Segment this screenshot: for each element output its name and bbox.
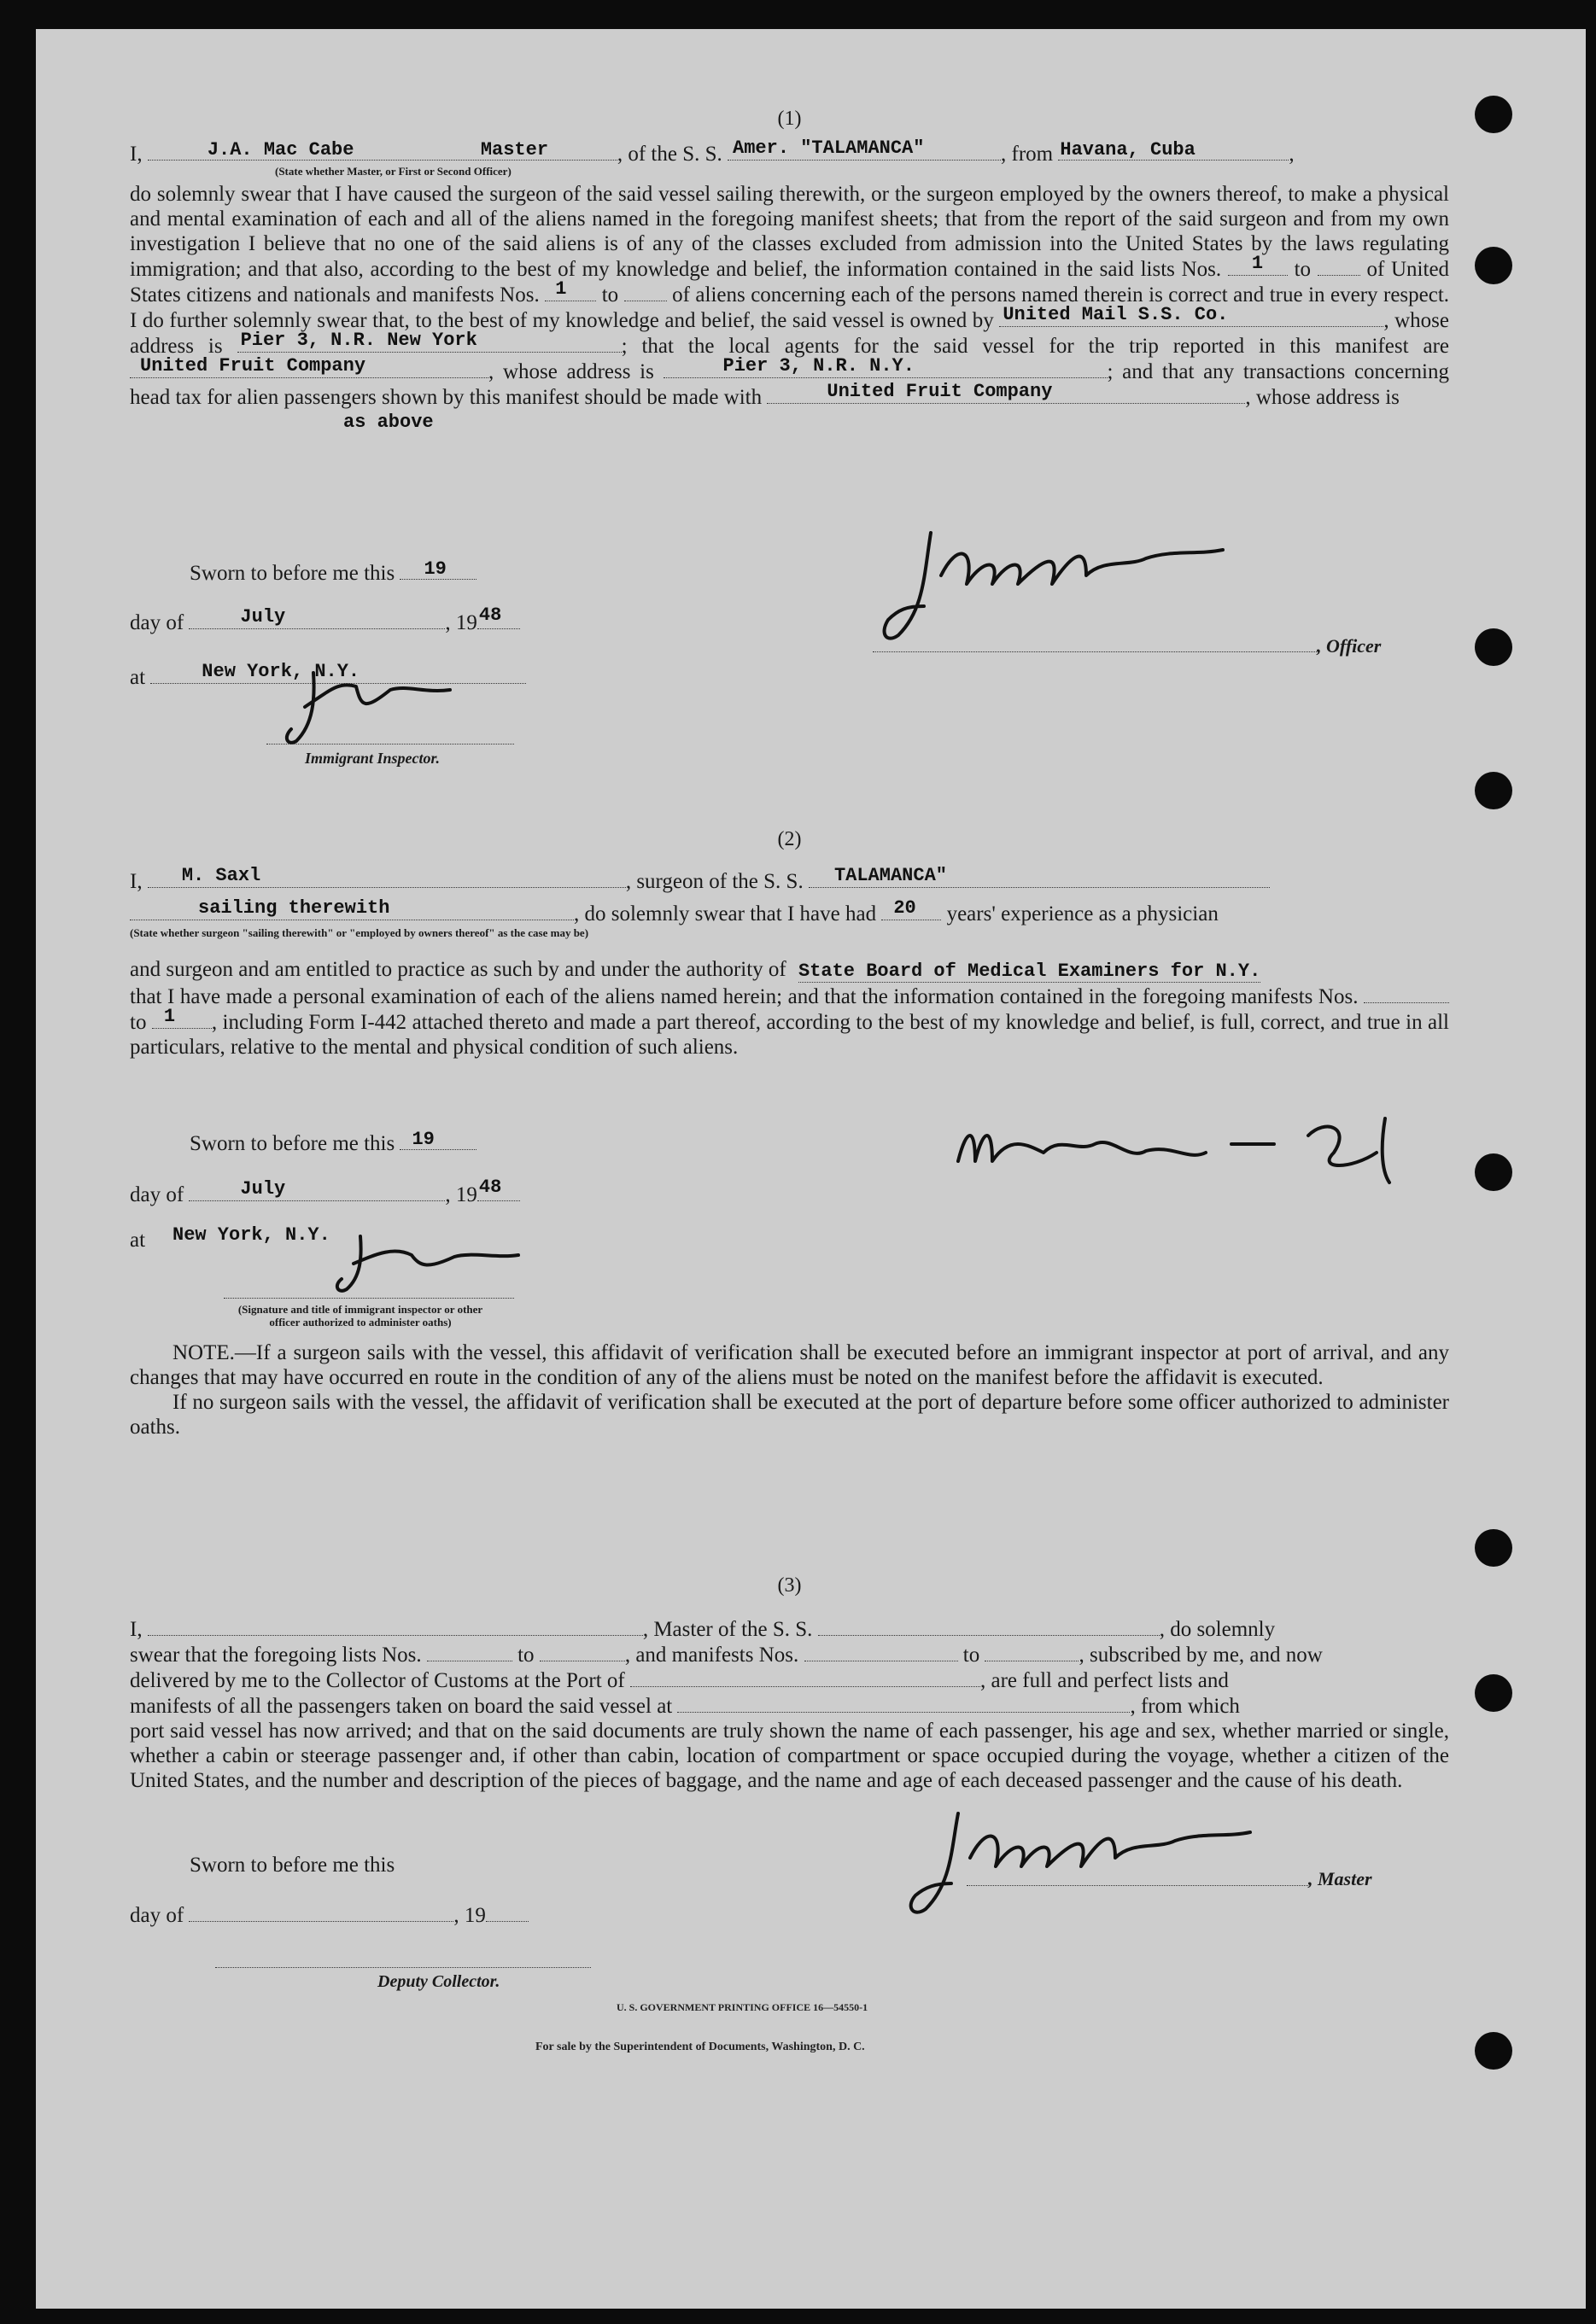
s3-paragraph: port said vessel has now arrived; and that on the said documents are truly shown the name of each passenger, his age and sex, whether married or single, whether a cabin or steerage passenger and, if other than cabin, location of compartment or space occupied during the voyage, whether a citizen of the United States, and the number and description of the pieces of baggage, and the name and age of each deceased passenger and the cause of his death.	[130, 1720, 1449, 1792]
section-1-master-oath	[130, 108, 1450, 767]
binder-hole	[1475, 1153, 1512, 1191]
lists-from: 1	[1251, 253, 1264, 274]
surgeon-paragraph: that I have made a personal examination of each of the aliens named herein; and that the information contained in the foregoing manifests Nos. to 1 , including Form I-442 attached thereto and made a part thereof, according to the best of my knowledge and belief, is full, correct, and true in all particulars, relative to the mental and physical condition of such aliens.	[130, 985, 1449, 1059]
owner-name: United Mail S.S. Co.	[1003, 304, 1229, 325]
headtax-address: as above	[343, 412, 434, 433]
surgeon-manifests-from-field[interactable]	[1364, 984, 1449, 1003]
signature-note-2: (Signature and title of immigrant inspector or other officer authorized to administer oaths)	[237, 1303, 483, 1328]
agents-address: Pier 3, N.R. N.Y.	[722, 355, 915, 377]
place-line-1: at New York, N.Y.	[130, 664, 526, 690]
master-rank: Master	[480, 139, 549, 161]
master-line: I, J.A. Mac Cabe Master , of the S. S. Amer. "TALAMANCA" , from Havana, Cuba ,	[130, 137, 1295, 166]
master-signature-officer	[873, 524, 1231, 652]
place-line-2: at New York, N.Y.	[130, 1224, 330, 1252]
authority: State Board of Medical Examiners for N.Y.	[798, 961, 1261, 982]
s3-lists-from-field[interactable]	[427, 1642, 512, 1661]
s3-vessel-field[interactable]	[818, 1616, 1160, 1636]
vessel-name: Amer. "TALAMANCA"	[733, 137, 925, 159]
binder-hole	[1475, 1674, 1512, 1712]
rank-note: (State whether Master, or First or Second Officer)	[275, 165, 512, 178]
s3-master-name-field[interactable]	[148, 1616, 643, 1636]
binder-hole	[1475, 2032, 1512, 2070]
from-port-field[interactable]	[1058, 141, 1289, 161]
s3-lists-to-field[interactable]	[540, 1642, 625, 1661]
s3-departure-port-field[interactable]	[677, 1693, 1130, 1713]
manifest-page	[36, 29, 1586, 2309]
master-name: J.A. Mac Cabe	[207, 139, 354, 161]
s3-manifests-from-field[interactable]	[804, 1642, 958, 1661]
master-label-3: , Master	[1308, 1868, 1372, 1889]
master-name-field[interactable]	[148, 141, 617, 161]
s3-port-field[interactable]	[630, 1667, 980, 1687]
note-paragraph: NOTE.—If a surgeon sails with the vessel, this affidavit of verification shall be executed before an immigrant inspector at port of arrival, and any changes that may have occurred en route in the condition of any of the aliens must be noted on the manifest before the affidavit is executed. If no surgeon sails with the vessel, the affidavit of verification shall be executed at the port of departure before some officer authorized to administer oaths.	[130, 1341, 1449, 1439]
s3-manifests-to-field[interactable]	[985, 1642, 1079, 1661]
sworn-line-3: Sworn to before me this	[190, 1854, 395, 1877]
section-2-number: (2)	[777, 828, 802, 850]
surgeon-signature	[950, 1110, 1428, 1195]
binder-hole	[1475, 96, 1512, 133]
oath-paragraph: do solemnly swear that I have caused the surgeon of the said vessel sailing therewith, or the surgeon employed by the owners thereof, to make a physical and mental examination of each and all of the aliens named in the foregoing manifest sheets; that from the report of the said surgeon and from my own investigation I believe that no one of the said aliens is of any of the classes excluded from admission into the United States by the laws regulating immigration; and that also, according to the best of my knowledge and belief, the information contained in the said lists Nos. 1 to of United States citizens and nationals and manifests Nos. 1 to of aliens concerning each of the persons named therein is correct and true in every respect. I do further solemnly swear that, to the best of my knowledge and belief, the said vessel is owned by United Mail S.S. Co. , whose address is Pier 3, N.R. New York ; that the local agents for the said vessel for the trip reported in this manifest are United Fruit Company , whose address is Pier 3, N.R. N.Y. ; and that any transactions concerning head tax for alien passengers shown by this manifest should be made with United Fruit Company , whose address is	[130, 183, 1450, 409]
place-1: New York, N.Y.	[202, 661, 360, 682]
lists-to-field[interactable]	[1318, 256, 1360, 276]
experience-line: sailing therewith , do solemnly swear that I have had 20 years' experience as a physician	[130, 901, 1449, 926]
surgeon-line: I, M. Saxl , surgeon of the S. S. TALAMANCA"	[130, 868, 1449, 894]
agents-name: United Fruit Company	[140, 355, 366, 377]
gpo-footer: U. S. GOVERNMENT PRINTING OFFICE 16—54550-1	[617, 2001, 868, 2013]
officer-label: , Officer	[1317, 635, 1382, 657]
master-signature-3	[898, 1807, 1257, 1926]
date-line-2: day of July , 19 48	[130, 1182, 520, 1207]
year-2: 48	[478, 1177, 502, 1198]
authority-line: and surgeon and am entitled to practice as such by and under the authority of State Board of Medical Examiners for N.Y.	[130, 958, 1261, 982]
s3-month-field[interactable]	[189, 1902, 453, 1922]
from-port: Havana, Cuba	[1060, 139, 1196, 161]
surgeon-name: M. Saxl	[181, 865, 261, 886]
binder-hole	[1475, 1529, 1512, 1567]
surgeon-status: sailing therewith	[198, 897, 390, 919]
s3-year-field[interactable]	[486, 1902, 529, 1922]
date-line-1: day of July , 19 48	[130, 610, 520, 635]
sale-footer: For sale by the Superintendent of Documents, Washington, D. C.	[535, 2041, 865, 2053]
inspector-signature-1	[279, 656, 467, 750]
binder-hole	[1475, 772, 1512, 809]
sworn-line-1: Sworn to before me this 19	[190, 560, 476, 586]
section-1-number: (1)	[777, 108, 802, 130]
inspector-signature-2	[326, 1229, 523, 1298]
sworn-day-1: 19	[424, 558, 447, 580]
owner-address: Pier 3, N.R. New York	[240, 330, 477, 351]
month-2: July	[240, 1178, 286, 1200]
section-3-master-oath: (3) I, , Master of the S. S. , do solemnly swear that the foregoing lists Nos. to , and manifests Nos. to , subscribed by me, and now delivered by me to the Collector of Customs at the Port of , are full and perfect lists and manifests of all the passengers taken on board the said vessel at , from which port said vessel has now arrived; and that on the said documents are truly shown the name of each passenger, his age and sex, whether married or single, whether a cabin or steerage passenger and, if other than cabin, location of compartment or space occupied during the voyage, whether a citizen of the United States, and the number and description of the pieces of baggage, and the name and age of each deceased passenger and the cause of his death. Sworn to before me this day of , 19 Deputy Collector. , Master	[130, 1574, 1449, 1991]
status-note: (State whether surgeon "sailing therewith" or "employed by owners thereof" as the case may be)	[130, 926, 589, 939]
sworn-line-2: Sworn to before me this 19	[190, 1130, 476, 1156]
binder-hole	[1475, 628, 1512, 666]
headtax-party: United Fruit Company	[827, 381, 1053, 402]
section-2-surgeon-oath	[130, 828, 1449, 1439]
manifests-from: 1	[555, 278, 567, 300]
month-1: July	[240, 606, 286, 628]
years-experience: 20	[893, 897, 916, 919]
sworn-day-2: 19	[412, 1129, 435, 1150]
vessel-field[interactable]	[728, 137, 1001, 161]
date-line-3: day of , 19	[130, 1902, 529, 1928]
inspector-label-1: Immigrant Inspector.	[305, 750, 441, 767]
year-1: 48	[478, 604, 502, 626]
surgeon-vessel: TALAMANCA"	[833, 865, 947, 886]
surgeon-manifests-to: 1	[163, 1006, 176, 1027]
manifests-to-field[interactable]	[624, 282, 667, 301]
binder-hole	[1475, 247, 1512, 284]
deputy-collector-label: Deputy Collector.	[377, 1972, 500, 1991]
place-2: New York, N.Y.	[172, 1224, 330, 1246]
section-3-number: (3)	[777, 1574, 802, 1597]
